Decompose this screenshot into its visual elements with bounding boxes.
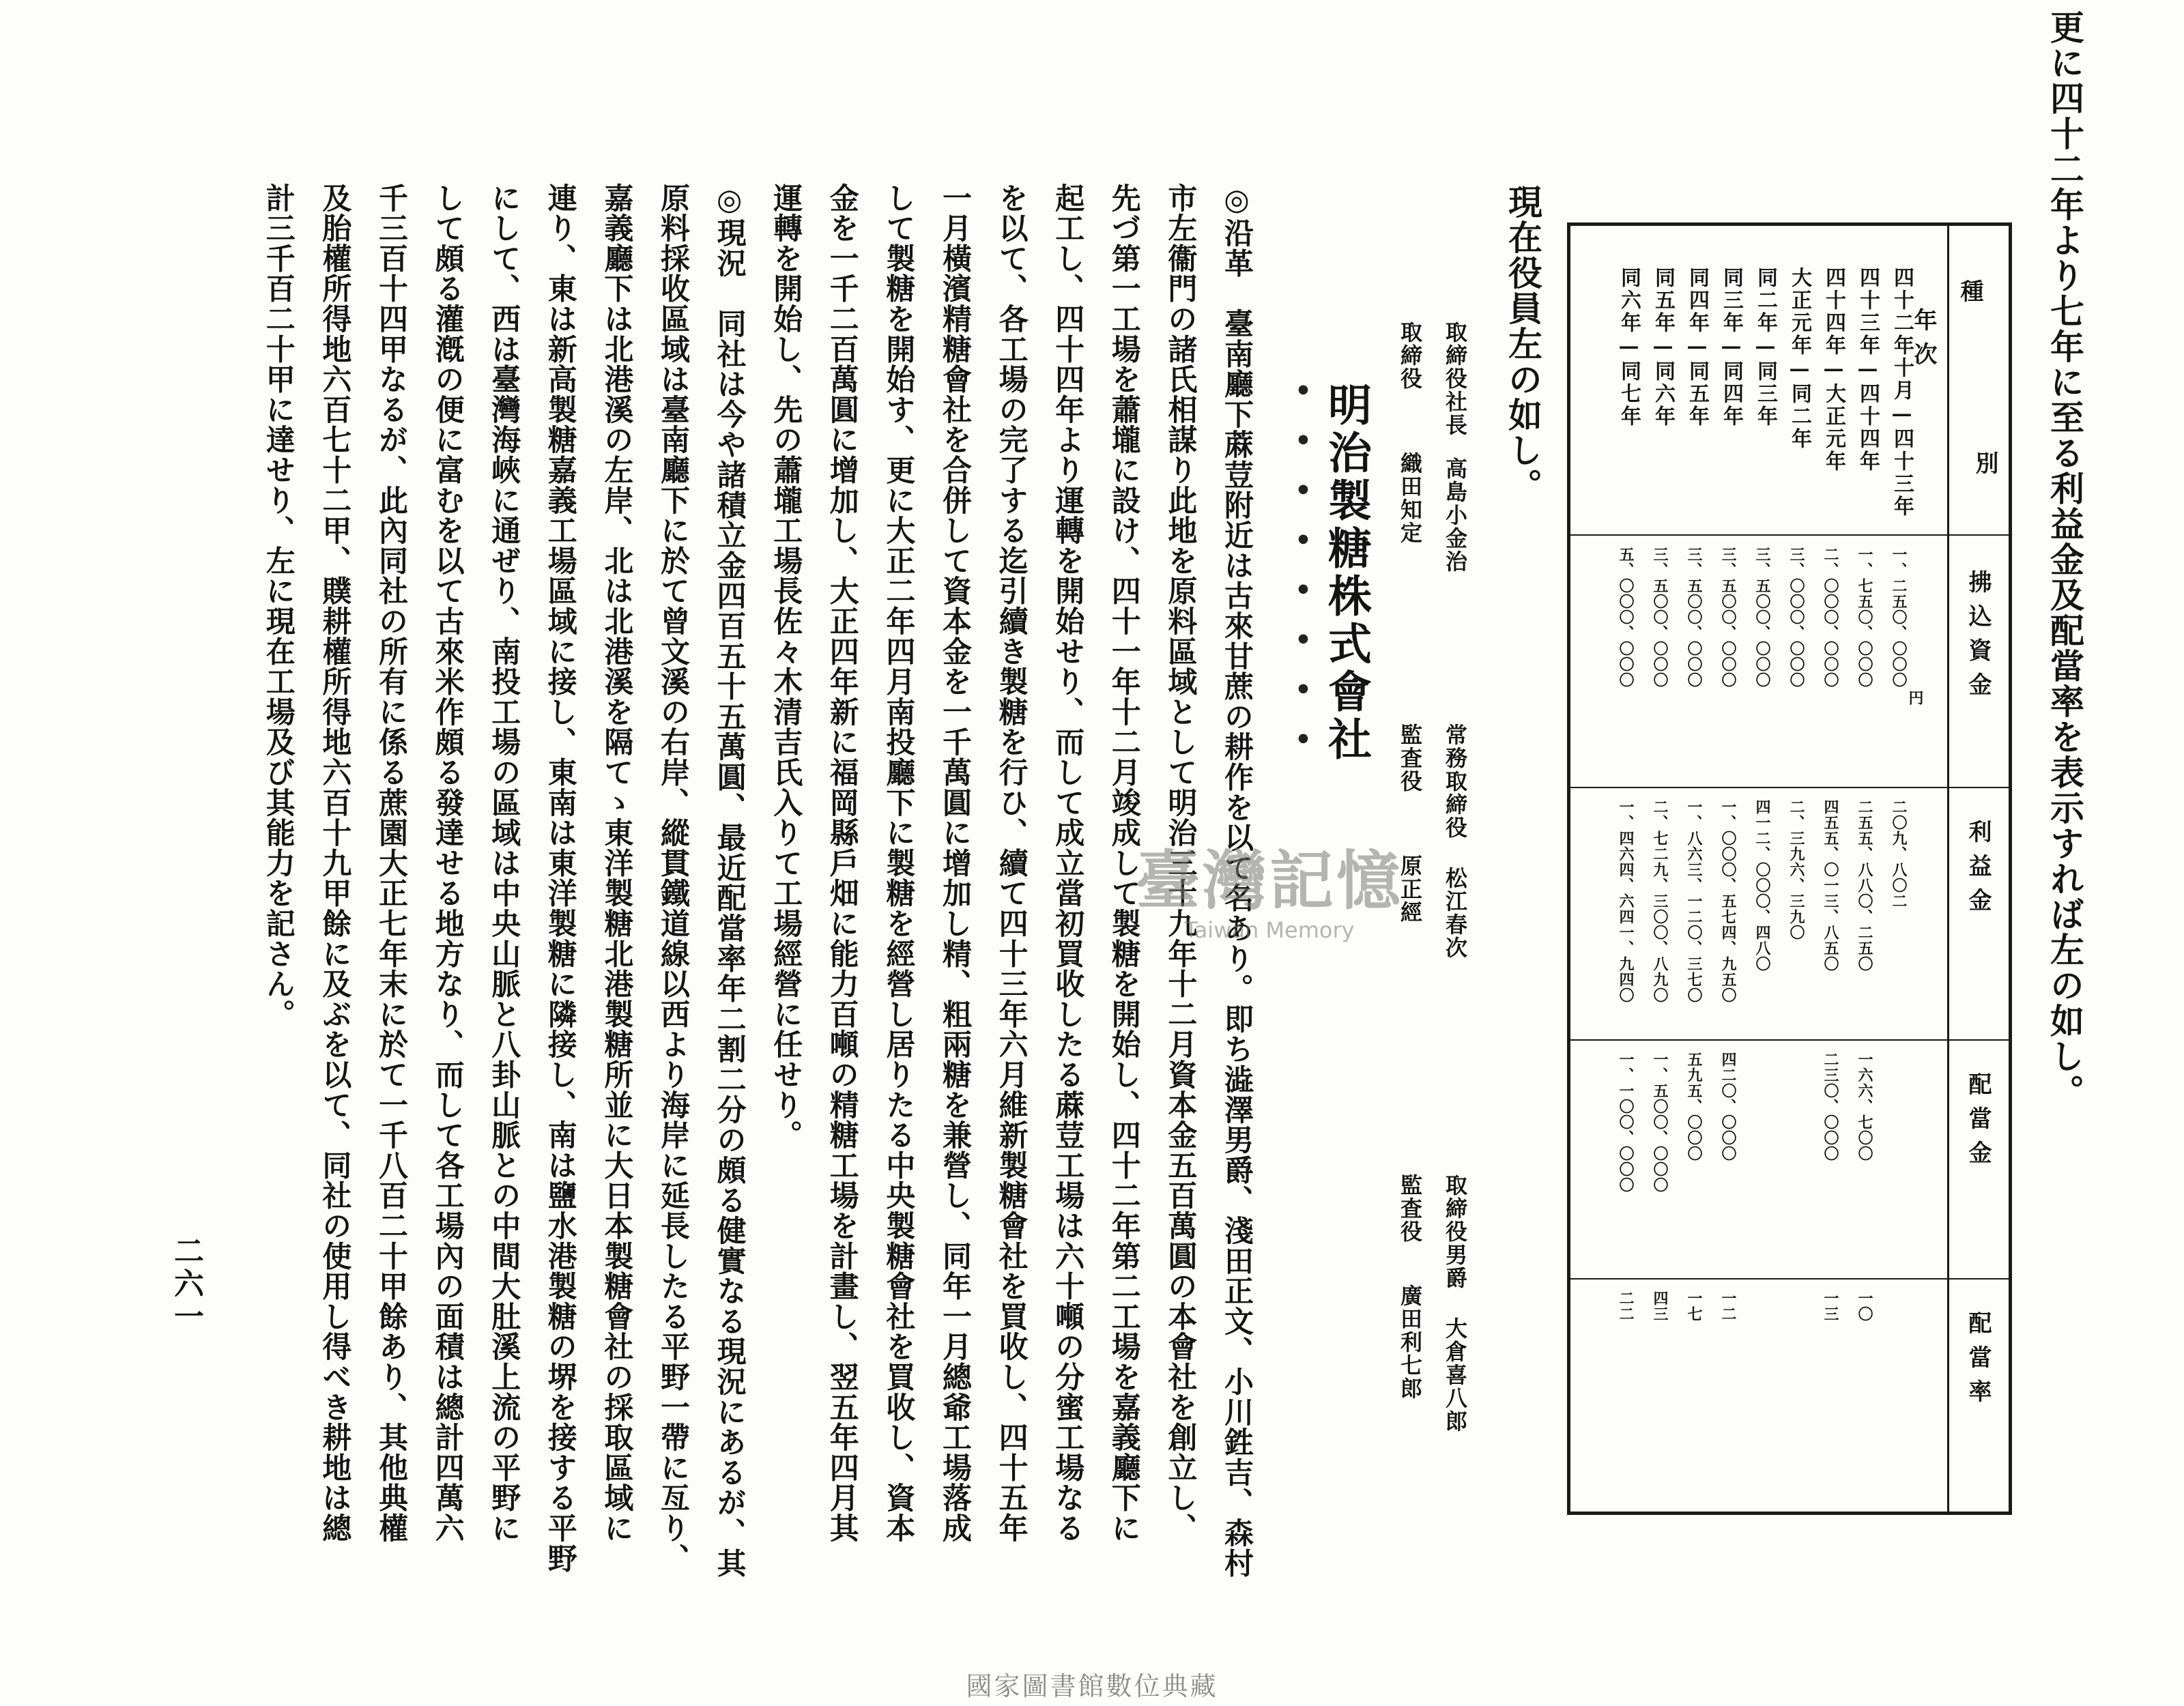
officer-name: 松江春次 xyxy=(1442,867,1468,959)
row-year: 大正元年—同二年 xyxy=(1787,267,1811,450)
row-year: 同四年—同五年 xyxy=(1685,267,1709,428)
row-year: 四十三年—四十四年 xyxy=(1856,267,1880,473)
officer-entry xyxy=(1444,723,1466,959)
officer-role: 取締役男爵 xyxy=(1442,1174,1468,1290)
body-column: 千三百十四甲なるが、此內同社の所有に係る蔗園大正七年末に於て一千八百二十甲餘あり、其他典權 xyxy=(374,183,408,1544)
row-profit: 二、七二九、三〇〇、八九〇 xyxy=(1651,799,1669,1003)
officer-name: 廣田利七郎 xyxy=(1397,1284,1423,1400)
table-divider xyxy=(1570,787,2009,788)
row-profit: 一、四六四、六四一、九四〇 xyxy=(1617,799,1635,1003)
body-column: 運轉を開始し、先の蕭壠工場長佐々木清吉氏入りて工場經營に任せり。 xyxy=(768,183,803,1151)
row-profit: 二五五、八八〇、二五〇 xyxy=(1856,799,1873,972)
officer-name: 大倉喜八郎 xyxy=(1442,1317,1468,1433)
row-year: 四十二年十月—四十三年 xyxy=(1890,267,1914,518)
footer-credit: 國家圖書館數位典藏 xyxy=(966,1671,1218,1701)
header-kind2: 別 xyxy=(1971,451,1998,485)
body-column: 連り、東は新高製糖嘉義工場區域に接し、東南は東洋製糖に隣接し、南は鹽水港製糖の堺を接する平野 xyxy=(543,183,577,1574)
row-capital: 三、五〇〇、〇〇〇 xyxy=(1719,547,1737,688)
row-dividend: 四二〇、〇〇〇 xyxy=(1719,1052,1737,1161)
body-column: ◎沿革 臺南廳下蔴荳附近は古來甘蔗の耕作を以て名あり。即ち澁澤男爵、淺田正文、小川鉎吉、森村 xyxy=(1220,183,1254,1578)
body-column: 先づ第一工場を蕭壠に設け、四十一年十二月竣成して製糖を開始し、四十二年第二工場を嘉義廳下に xyxy=(1106,183,1141,1544)
officer-role: 監査役 xyxy=(1397,723,1423,793)
row-profit: 二、三九六、三九〇 xyxy=(1787,799,1805,940)
row-profit: 四五五、〇一三、八五〇 xyxy=(1822,799,1839,972)
row-capital: 一、七五〇、〇〇〇 xyxy=(1856,547,1873,688)
body-column: 金を一千二百萬圓に增加し、大正四年新に福岡縣戶畑に能力百噸の精糖工場を計畫し、翌五年四月其 xyxy=(824,183,859,1544)
row-dividend: 一六六、七〇〇 xyxy=(1856,1052,1873,1161)
officers-intro: 現在役員左の如し。 xyxy=(1503,184,1543,504)
officer-name: 織田知定 xyxy=(1397,452,1423,545)
body-column: して製糖を開始す、更に大正二年四月南投廳下に製糖を經營し居りたる中央製糖會社を買收し、資本 xyxy=(881,183,916,1544)
body-column: ◎現況 同社は今や諸積立金四百五十五萬圓、最近配當率年二割二分の頗る健實なる現況にあるが、其 xyxy=(712,183,747,1578)
header-profit: 利益金 xyxy=(1964,820,1992,922)
row-profit: 一、八六三、一二〇、三七〇 xyxy=(1685,799,1703,1003)
officer-entry xyxy=(1399,321,1421,545)
watermark-subtitle: Taiwan Memory xyxy=(1184,917,1355,943)
company-title: 明治製糖株式會社 xyxy=(1321,382,1372,764)
row-year: 同六年—同七年 xyxy=(1617,267,1641,428)
watermark-title: 臺灣記憶 xyxy=(1135,843,1403,919)
body-column: を以て、各工場の完了する迄引續き製糖を行ひ、續て四十三年六月維新製糖會社を買收し、四十五年 xyxy=(994,183,1029,1544)
header-dividend: 配當金 xyxy=(1964,1072,1992,1174)
body-column: して頗る灌漑の便に富むを以て古來米作頗る發達せる地方なり、而して各工場內の面積は總計四萬六 xyxy=(430,183,465,1544)
row-capital: 五、〇〇〇、〇〇〇 xyxy=(1617,547,1635,688)
header-rate: 配當率 xyxy=(1964,1311,1992,1413)
row-dividend: 一、五〇〇、〇〇〇 xyxy=(1651,1052,1669,1193)
body-column: 原料採收區域は臺南廳下に於て曾文溪の右岸、縱貫鐵道線以西より海岸に延長したる平野一帶に亙り、 xyxy=(656,183,690,1574)
body-column: 一月橫濱精糖會社を合併して資本金を一千萬圓に增加し精、粗兩糖を兼營し、同年一月總爺工場落成 xyxy=(938,183,972,1544)
row-year: 同三年—同四年 xyxy=(1719,267,1743,428)
body-column: 計三千百二十甲に達せり、左に現在工場及び其能力を記さん。 xyxy=(261,183,296,1030)
body-column: 及胎權所得地六百七十二甲、贌耕權所得地六百十九甲餘に及ぶを以て、同社の使用し得べき耕地は總 xyxy=(317,183,352,1544)
row-capital: 三、五〇〇、〇〇〇 xyxy=(1685,547,1703,688)
body-column: 起工し、四十四年より運轉を開始せり、而して成立當初買收したる蔴荳工場は六十噸の分蜜工場なる xyxy=(1050,183,1085,1544)
officer-entry xyxy=(1444,1174,1466,1433)
officer-name: 原正經 xyxy=(1397,854,1423,924)
header-kind: 種 xyxy=(1956,279,1983,313)
row-capital: 三、五〇〇、〇〇〇 xyxy=(1753,547,1771,688)
header-separator xyxy=(1947,226,1949,1512)
row-profit: 一、〇〇〇、五七四、九五〇 xyxy=(1719,799,1737,1003)
row-dividend: 五九五、〇〇〇 xyxy=(1685,1052,1703,1161)
table-divider xyxy=(1570,1278,2009,1280)
page-number: 二六一 xyxy=(169,1235,203,1333)
row-capital: 三、〇〇〇、〇〇〇 xyxy=(1787,547,1805,688)
watermark xyxy=(1106,829,1433,943)
officer-role: 取締役社長 xyxy=(1442,321,1468,437)
officer-role: 常務取締役 xyxy=(1442,723,1468,839)
row-dividend: 二三〇、〇〇〇 xyxy=(1822,1052,1839,1161)
header-capital: 拂込資金 xyxy=(1964,570,1992,706)
table-divider xyxy=(1570,534,2009,536)
row-rate: 一二 xyxy=(1719,1290,1737,1322)
row-rate: 一七 xyxy=(1685,1290,1703,1322)
unit-label: 円 xyxy=(1906,690,1924,706)
officer-entry xyxy=(1399,1174,1421,1400)
header-year: 年次 xyxy=(1910,308,1937,376)
row-profit: 四一二、〇〇〇、四八〇 xyxy=(1753,799,1771,972)
table-intro-line: 更に四十二年より七年に至る利益金及配當率を表示すれば左の如し。 xyxy=(2045,10,2085,1110)
row-dividend: 一、一〇〇、〇〇〇 xyxy=(1617,1052,1635,1193)
row-profit: 二〇九、八〇二 xyxy=(1890,799,1908,909)
body-column: 嘉義廳下は北港溪の左岸、北は北港溪を隔てゝ東洋製糖北港製糖所並に大日本製糖會社の採取區域に xyxy=(599,183,634,1544)
officer-role: 取締役 xyxy=(1397,321,1423,390)
row-rate: 一〇 xyxy=(1856,1290,1873,1322)
row-capital: 三、五〇〇、〇〇〇 xyxy=(1651,547,1669,688)
profit-dividend-table xyxy=(1567,222,2012,1515)
row-rate: 一三 xyxy=(1822,1290,1839,1322)
officer-entry xyxy=(1444,321,1466,573)
body-column: にして、西は臺灣海峽に通ぜり、南投工場の區域は中央山脈と八卦山脈との中間大肚溪上流の平野に xyxy=(487,183,521,1544)
row-year: 同二年—同三年 xyxy=(1753,267,1777,428)
row-rate: 四三 xyxy=(1651,1290,1669,1322)
row-year: 同五年—同六年 xyxy=(1651,267,1675,428)
officer-name: 高島小金治 xyxy=(1442,457,1468,573)
officer-role: 監査役 xyxy=(1397,1174,1423,1243)
row-rate: 二二 xyxy=(1617,1290,1635,1322)
table-divider xyxy=(1570,1039,2009,1041)
row-capital: 二、〇〇〇、〇〇〇 xyxy=(1822,547,1839,688)
title-emphasis-dots: ●●●●●●●● xyxy=(1296,382,1310,781)
body-column: 市左衞門の諸氏相謀り此地を原料區域として明治三十九年十二月資本金五百萬圓の本會社を創立し、 xyxy=(1163,183,1198,1544)
row-capital: 一、二五〇、〇〇〇 xyxy=(1890,547,1908,688)
row-year: 四十四年—大正元年 xyxy=(1822,267,1845,473)
